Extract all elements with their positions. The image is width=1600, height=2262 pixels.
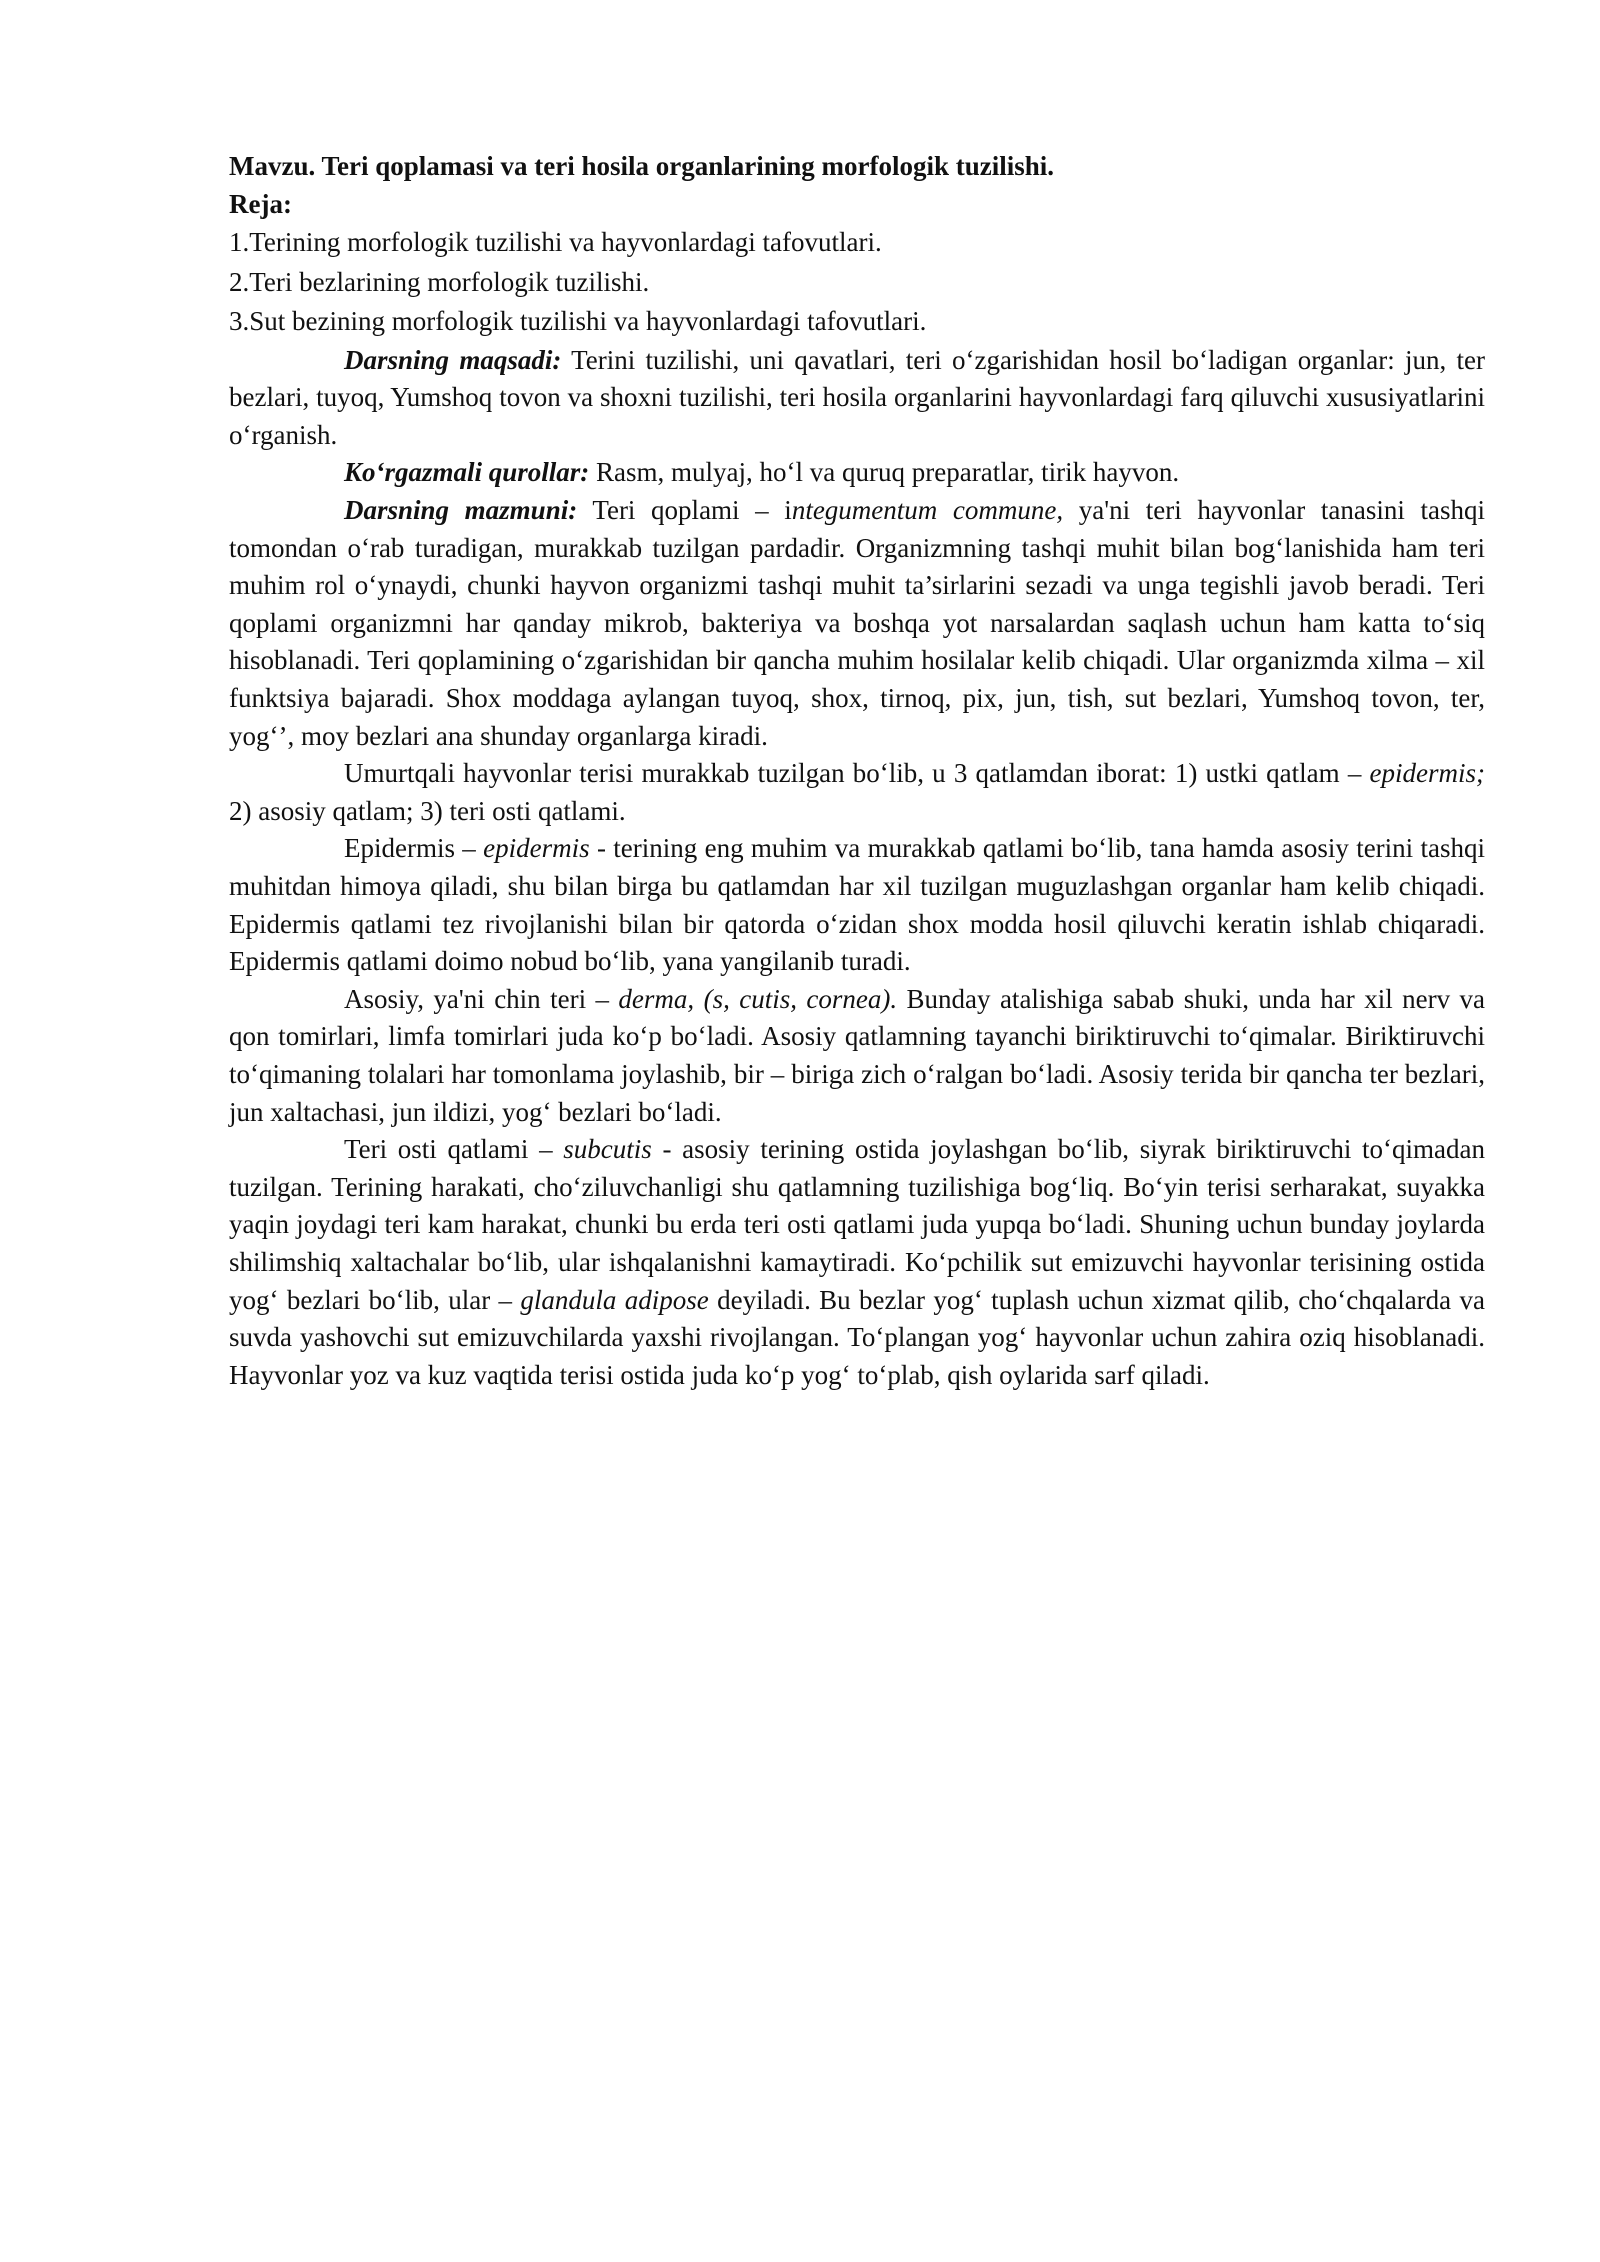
asosiy-latin-term: derma, (s, cutis, cornea). [618,983,898,1014]
epidermis-text-1: Epidermis – [344,833,484,864]
paragraph-epidermis [229,830,1485,980]
asosiy-text-2: Bunday atalishiga sabab shuki, unda har xil nerv va qon tomirlari, limfa tomirlari juda ko‘p bo‘ladi. Asosiy qatlamning tayanchi biriktiruvchi to‘qimalar. Biriktiruvchi to‘qimaning tolalari har tomonlama joylashib, bir – biriga zich o‘ralgan bo‘ladi. Asosiy terida bir qancha ter bezlari, jun xaltachasi, jun ildizi, yog‘ bezlari bo‘ladi. [229,983,1485,1127]
mazmuni-text-2: ya'ni teri hayvonlar tanasini tashqi tomondan o‘rab turadigan, murakkab tuzilgan pardadir. Organizmning tashqi muhit bilan bog‘lanishida ham teri muhim rol o‘ynaydi, chunki hayvon organizmi tashqi muhit ta’sirlarini sezadi va unga tegishli javob beradi. Teri qoplami organizmni har qanday mikrob, bakteriya va boshqa yot narsalardan saqlash uchun ham katta to‘siq hisoblanadi. Teri qoplamining o‘zgarishidan bir qancha muhim hosilalar kelib chiqadi. Ular organizmda xilma – xil funktsiya bajaradi. Shox moddaga aylangan tuyoq, shox, tirnoq, pix, jun, tish, sut bezlari, Yumshoq tovon, ter, yog‘’, moy bezlari ana shunday organlarga kiradi. [229,495,1486,751]
paragraph-mazmuni [229,492,1485,755]
asosiy-text-1: Asosiy, ya'ni chin teri – [344,983,619,1014]
teri-osti-latin-term-2: glandula adipose [520,1284,709,1315]
teri-osti-text-3: deyiladi. Bu bezlar yog‘ tuplash uchun xizmat qilib, cho‘chqalarda va suvda yashovchi sut emizuvchilarda yaxshi rivojlangan. To‘plangan yog‘ hayvonlar uchun zahira oziq hisoblanadi. Hayvonlar yoz va kuz vaqtida terisi ostida juda ko‘p yog‘ to‘plab, qish oylarida sarf qiladi. [229,1284,1485,1390]
paragraph-teri-osti [229,1131,1485,1394]
maqsad-label: Darsning maqsadi: [344,344,562,375]
umurtqali-latin-term: epidermis; [1369,758,1485,789]
plan-heading: Reja: [229,188,292,219]
teri-osti-text-2: - asosiy terining ostida joylashgan bo‘lib, siyrak biriktiruvchi to‘qimadan tuzilgan. Terining harakati, cho‘ziluvchanligi shu qatlamning tuzilishiga bog‘liq. Bo‘yin terisi serharakat, suyakka yaqin joydagi teri kam harakat, chunki bu erda teri osti qatlami juda yupqa bo‘ladi. Shuning uchun bunday joylarda shilimshiq xaltachalar bo‘lib, ular ishqalanishni kamaytiradi. Ko‘pchilik sut emizuvchi hayvonlar terisining ostida yog‘ bezlari bo‘lib, ular – [229,1134,1485,1315]
mazmuni-latin-term: ntegumentum commune, [791,495,1064,526]
epidermis-latin-term: epidermis [483,833,590,864]
plan-item-3: 3.Sut bezining morfologik tuzilishi va hayvonlardagi tafovutlari. [229,306,927,337]
mazmuni-label: Darsning mazmuni: [344,495,578,526]
qurollar-label: Ko‘rgazmali qurollar: [344,457,590,488]
mazmuni-text-1: Teri qoplami – i [577,495,792,526]
teri-osti-text-1: Teri osti qatlami – [344,1134,564,1165]
umurtqali-text-2: 2) asosiy qatlam; 3) teri osti qatlami. [229,795,626,826]
umurtqali-text-1: Umurtqali hayvonlar terisi murakkab tuzilgan bo‘lib, u 3 qatlamdan iborat: 1) ustki qatlam – [344,758,1370,789]
plan-item-2: 2.Teri bezlarining morfologik tuzilishi. [229,266,650,297]
paragraph-asosiy [229,981,1485,1131]
maqsad-text: Terini tuzilishi, uni qavatlari, teri o‘zgarishidan hosil bo‘ladigan organlar: jun, ter bezlari, tuyoq, Yumshoq tovon va shoxni tuzilishi, teri hosila organlarini hayvonlardagi farq qiluvchi xususiyatlarini o‘rganish. [229,344,1485,450]
qurollar-text: Rasm, mulyaj, ho‘l va quruq preparatlar, tirik hayvon. [589,457,1180,488]
document-page [229,148,1485,1394]
epidermis-text-2: - terining eng muhim va murakkab qatlami bo‘lib, tana hamda asosiy terini tashqi muhitdan himoya qiladi, shu bilan birga bu qatlamdan har xil tuzilgan muguzlashgan organlar ham kelib chiqadi. Epidermis qatlami tez rivojlanishi bilan bir qatorda o‘zidan shox modda hosil qiluvchi keratin ishlab chiqaradi. Epidermis qatlami doimo nobud bo‘lib, yana yangilanib turadi. [229,833,1485,977]
paragraph-maqsad [229,342,1485,455]
plan-item-1: 1.Terining morfologik tuzilishi va hayvonlardagi tafovutlari. [229,227,882,258]
paragraph-qurollar [229,454,1485,492]
teri-osti-latin-term-1: subcutis [563,1134,652,1165]
document-title: Mavzu. Teri qoplamasi va teri hosila organlarining morfologik tuzilishi. [229,151,1055,181]
paragraph-umurtqali [229,755,1485,830]
